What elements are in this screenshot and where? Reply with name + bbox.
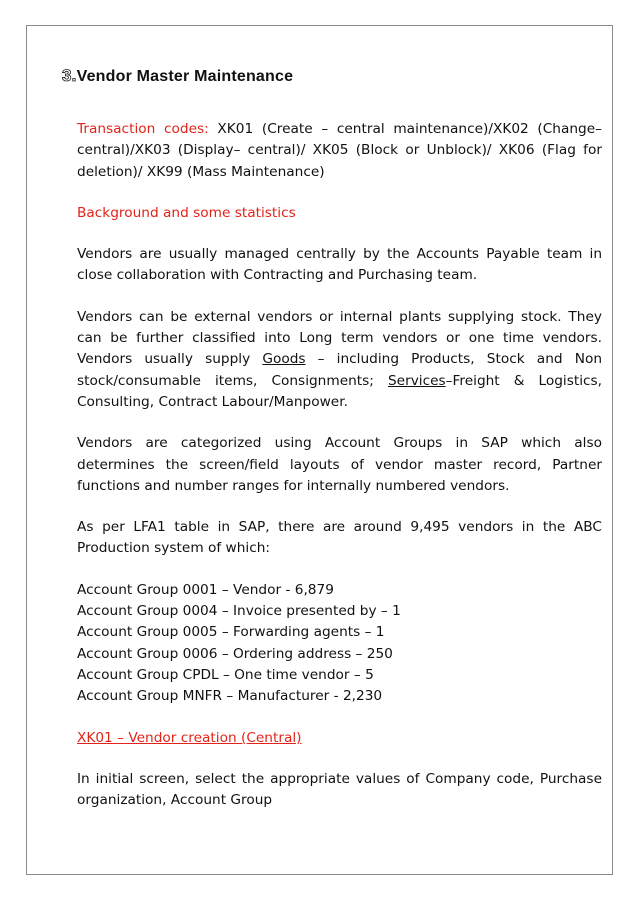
list-item: Account Group 0006 – Ordering address – 250: [77, 645, 393, 662]
list-item: Account Group 0005 – Forwarding agents – 1: [77, 624, 385, 641]
list-item: Account Group CPDL – One time vendor – 5: [77, 666, 374, 683]
paragraph-initial-screen: In initial screen, select the appropriate values of Company code, Purchase organization, Account Group: [77, 770, 602, 809]
paragraph-lfa1: As per LFA1 table in SAP, there are around 9,495 vendors in the ABC Production system of which:: [77, 519, 602, 557]
services-link: Services: [387, 372, 446, 389]
list-item: Account Group 0001 – Vendor - 6,879: [77, 581, 334, 598]
paragraph-vendor-types: [77, 307, 602, 413]
paragraph-account-groups: Vendors are categorized using Account Groups in SAP which also determines the screen/field layouts of vendor master record, Partner functions and number ranges for internally numbered vendors.: [77, 435, 602, 494]
transaction-codes-paragraph: [77, 119, 602, 183]
list-item: Account Group MNFR – Manufacturer - 2,230: [77, 688, 383, 705]
paragraph-vendors-managed: Vendors are usually managed centrally by the Accounts Payable team in close collaboration with Contracting and Purchasing team.: [77, 246, 602, 284]
vendor-types-text-a: Vendors can be external vendors or internal plants supplying stock. They can be further classified into Long term vendors or one time vendors. Vendors usually supply: [77, 308, 602, 368]
goods-link: Goods: [262, 351, 306, 368]
transaction-codes-text: XK01 (Create – central maintenance)/XK02 (Change–central)/XK03 (Display– central)/ XK05 (Block or Unblock)/ XK06 (Flag for deletion)/ XK99 (Mass Maintenance): [77, 121, 602, 180]
section-title: Vendor Master Maintenance: [76, 68, 294, 85]
xk01-heading: XK01 – Vendor creation (Central): [77, 729, 302, 746]
section-heading: [62, 66, 293, 86]
list-item: Account Group 0004 – Invoice presented by – 1: [77, 603, 401, 620]
vendor-types-text-c: –Freight & Logistics, Consulting, Contract Labour/Manpower.: [77, 372, 602, 410]
document-body: [77, 119, 602, 831]
transaction-codes-label: Transaction codes:: [77, 121, 209, 137]
account-group-list: [77, 580, 602, 708]
section-number: 3.: [62, 66, 77, 85]
vendor-types-text-b: – including Products, Stock and Non stock/consumable items, Consignments;: [77, 351, 602, 389]
background-heading: Background and some statistics: [77, 204, 296, 221]
